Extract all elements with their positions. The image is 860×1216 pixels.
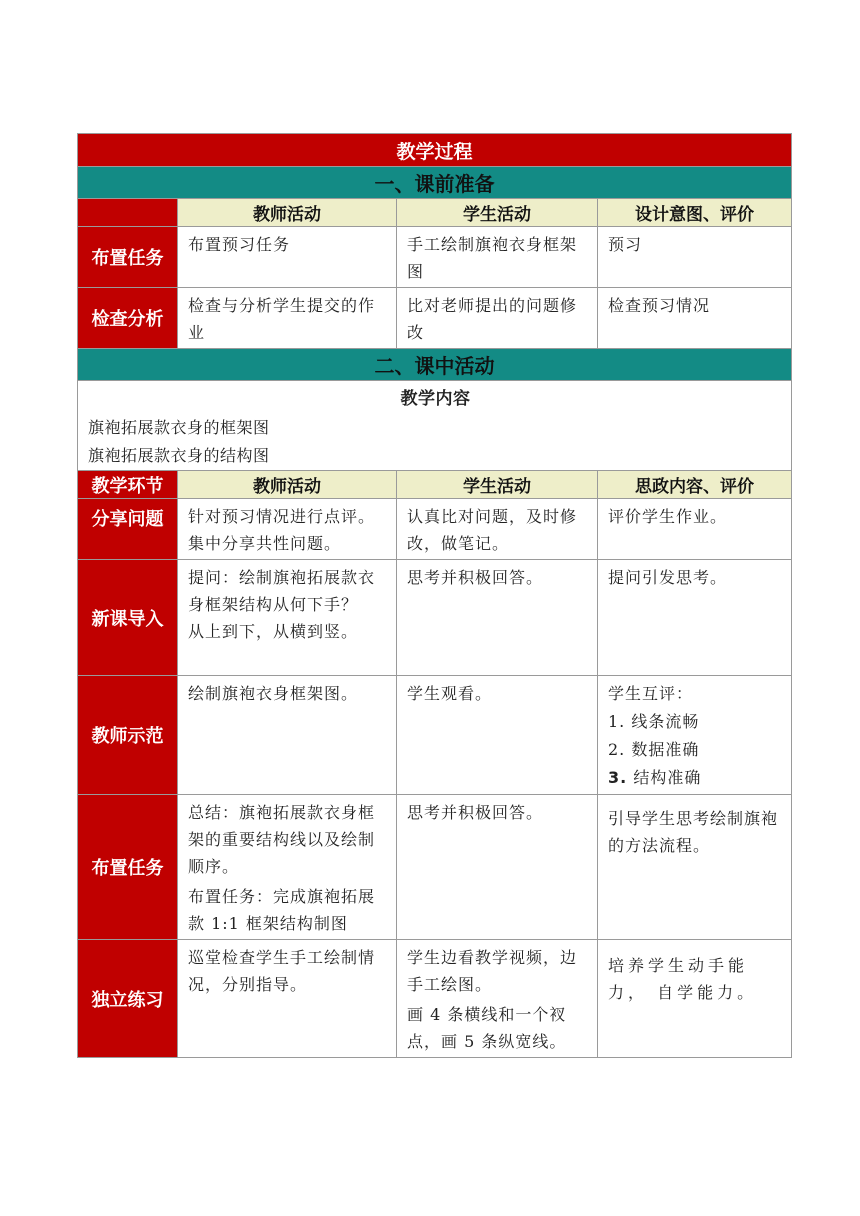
teacher-activity — [178, 499, 397, 560]
teacher-activity — [178, 676, 397, 795]
student-activity: 手工绘制旗袍衣身框架图 — [397, 227, 598, 288]
student-activity — [397, 560, 598, 676]
step-label: 新课导入 — [78, 560, 178, 676]
mid-header-teacher: 教师活动 — [178, 471, 397, 499]
mid-header-step: 教学环节 — [78, 471, 178, 499]
cell-text: 巡堂检查学生手工绘制情况，分别指导。 — [188, 948, 376, 994]
mid-header-student: 学生活动 — [397, 471, 598, 499]
student-activity — [397, 940, 598, 1058]
table-row — [78, 288, 792, 349]
ideological-eval — [598, 560, 792, 676]
cell-text: 培养学生动手能力， 自学能力。 — [608, 956, 758, 1002]
student-activity — [397, 676, 598, 795]
table-row — [78, 560, 792, 676]
cell-text: 评价学生作业。 — [608, 507, 728, 526]
student-activity: 比对老师提出的问题修改 — [397, 288, 598, 349]
cell-text: 提问：绘制旗袍拓展款衣身框架结构从何下手？ — [188, 568, 376, 614]
teacher-activity — [178, 940, 397, 1058]
step-label: 独立练习 — [78, 940, 178, 1058]
cell-text: 学生互评： — [608, 684, 694, 703]
cell-text: 从上到下，从横到竖。 — [188, 622, 359, 641]
cell-text: 画 4 条横线和一个衩点，画 5 条纵宽线。 — [407, 1005, 567, 1051]
table-row — [78, 227, 792, 288]
content-line: 旗袍拓展款衣身的结构图 — [88, 446, 270, 465]
teacher-activity: 布置预习任务 — [178, 227, 397, 288]
student-activity — [397, 499, 598, 560]
teaching-content — [78, 381, 792, 471]
pre-header-student: 学生活动 — [397, 199, 598, 227]
mid-header-eval: 思政内容、评价 — [598, 471, 792, 499]
cell-text: 针对预习情况进行点评。集中分享共性问题。 — [188, 507, 376, 553]
teacher-activity: 检查与分析学生提交的作业 — [178, 288, 397, 349]
step-label: 布置任务 — [78, 795, 178, 940]
cell-text: 提问引发思考。 — [608, 568, 728, 587]
table-row — [78, 940, 792, 1058]
cell-text: 认真比对问题，及时修改，做笔记。 — [407, 507, 578, 553]
section-mid-heading: 二、课中活动 — [78, 349, 792, 381]
table-title: 教学过程 — [78, 134, 792, 167]
teacher-activity — [178, 795, 397, 940]
section-pre-heading: 一、课前准备 — [78, 167, 792, 199]
cell-text: 1. 线条流畅 — [608, 712, 700, 731]
table-row — [78, 499, 792, 560]
ideological-eval — [598, 940, 792, 1058]
cell-text: 学生观看。 — [407, 684, 493, 703]
list-text: 结构准确 — [633, 768, 702, 787]
step-label: 布置任务 — [78, 227, 178, 288]
cell-text — [608, 764, 782, 792]
ideological-eval — [598, 499, 792, 560]
step-label: 教师示范 — [78, 676, 178, 795]
cell-text: 绘制旗袍衣身框架图。 — [188, 684, 359, 703]
lesson-process-table — [77, 133, 792, 1058]
pre-header-intent: 设计意图、评价 — [598, 199, 792, 227]
teaching-content-title: 教学内容 — [400, 389, 471, 409]
ideological-eval — [598, 676, 792, 795]
student-activity — [397, 795, 598, 940]
cell-text: 总结：旗袍拓展款衣身框架的重要结构线以及绘制顺序。 — [188, 803, 376, 876]
pre-header-teacher: 教师活动 — [178, 199, 397, 227]
cell-text: 2. 数据准确 — [608, 740, 700, 759]
step-label: 检查分析 — [78, 288, 178, 349]
cell-text: 引导学生思考绘制旗袍的方法流程。 — [608, 809, 779, 855]
table-row — [78, 795, 792, 940]
step-label: 分享问题 — [78, 499, 178, 560]
list-number: 3. — [608, 768, 628, 787]
content-line: 旗袍拓展款衣身的框架图 — [88, 418, 270, 437]
design-intent: 检查预习情况 — [598, 288, 792, 349]
teacher-activity — [178, 560, 397, 676]
pre-header-corner — [78, 199, 178, 227]
design-intent: 预习 — [598, 227, 792, 288]
cell-text: 思考并积极回答。 — [407, 568, 544, 587]
table-row — [78, 676, 792, 795]
cell-text: 学生边看教学视频，边手工绘图。 — [407, 948, 578, 994]
ideological-eval — [598, 795, 792, 940]
cell-text: 布置任务：完成旗袍拓展款 1:1 框架结构制图 — [188, 887, 376, 933]
cell-text: 思考并积极回答。 — [407, 803, 544, 822]
